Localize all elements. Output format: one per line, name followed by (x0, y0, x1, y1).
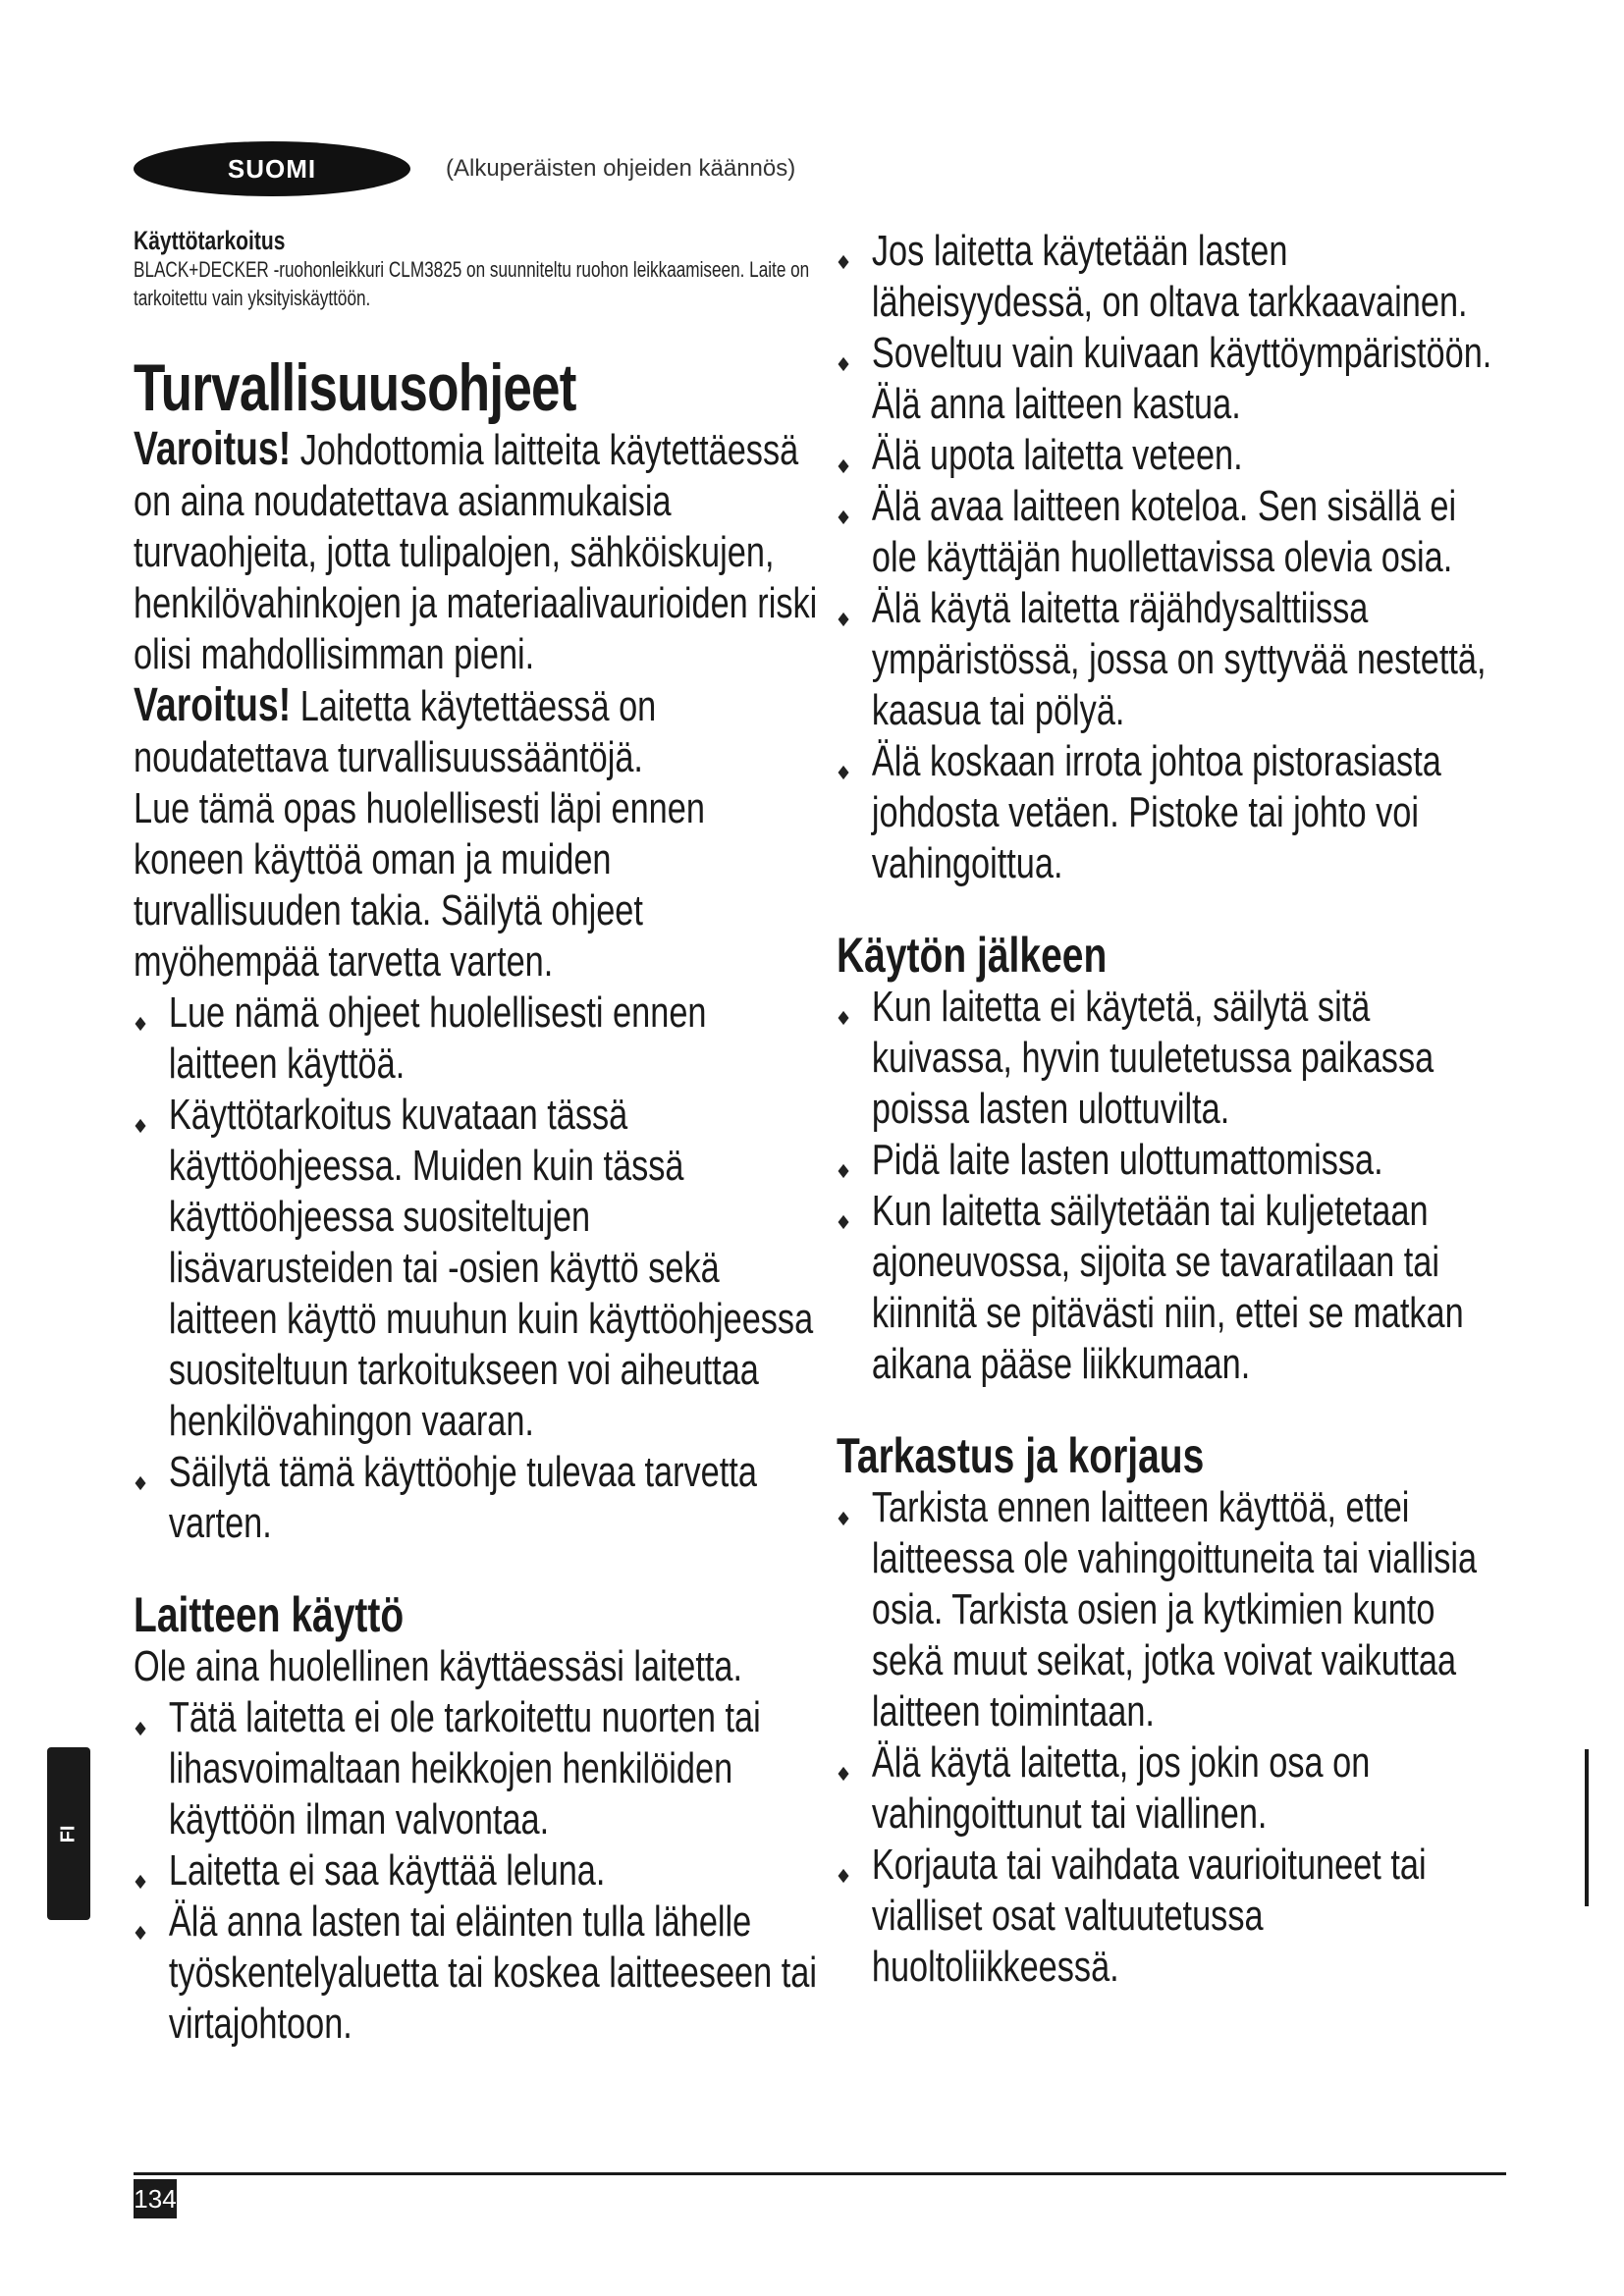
language-side-tab (47, 1747, 90, 1920)
bullet-icon (839, 357, 849, 371)
list-item: Säilytä tämä käyttöohje tulevaa tarvetta varten. (134, 1447, 821, 1549)
bullet-icon (135, 1926, 146, 1940)
list-item: Soveltuu vain kuivaan käyttöympäristöön. Älä anna laitteen kastua. (837, 328, 1504, 430)
right-column (837, 226, 1504, 1993)
list-item: Käyttötarkoitus kuvataan tässä käyttöohjeessa. Muiden kuin tässä käyttöohjeessa suositeltujen lisävarusteiden tai -osien käyttö sekä laitteen käyttö muuhun kuin käyttöohjeessa suositeltuun tarkoitukseen voi aiheuttaa henkilövahingon vaaran. (134, 1090, 821, 1447)
list-item: Lue nämä ohjeet huolellisesti ennen laitteen käyttöä. (134, 988, 821, 1090)
bullet-icon (839, 510, 849, 524)
bullet-icon (135, 1875, 146, 1889)
page-header (134, 141, 795, 196)
footer-divider (134, 2172, 1506, 2175)
inspection-bullet-list (837, 1482, 1504, 1993)
list-item: Älä upota laitetta veteen. (837, 430, 1504, 481)
list-item: Älä koskaan irrota johtoa pistorasiasta johdosta vetäen. Pistoke tai johto voi vahingoittua. (837, 736, 1504, 889)
bullet-icon (839, 1215, 849, 1229)
after-use-title: Käytön jälkeen (837, 928, 1108, 983)
list-item: Tarkista ennen laitteen käyttöä, ettei laitteessa ole vahingoittuneita tai viallisia osia. Tarkista osien ja kytkimien kunto sekä muut seikat, jotka voivat vaikuttaa laitteen toimintaan. (837, 1482, 1504, 1737)
right-column-content (837, 226, 1504, 1993)
bullet-icon (839, 1011, 849, 1025)
right-margin-bar (1585, 1749, 1589, 1906)
list-item: Jos laitetta käytetään lasten läheisyydessä, on oltava tarkkaavainen. (837, 226, 1504, 328)
translation-note: (Alkuperäisten ohjeiden käännös) (446, 155, 796, 182)
list-item: Pidä laite lasten ulottumattomissa. (837, 1135, 1504, 1186)
list-item: Älä avaa laitteen koteloa. Sen sisällä ei ole käyttäjän huollettavissa olevia osia. (837, 481, 1504, 583)
intro-title: Käyttötarkoitus (134, 226, 286, 255)
usage-bullet-list (134, 1692, 821, 2050)
page-number: 134 (134, 2179, 177, 2218)
warning-label-1: Varoitus! (134, 423, 292, 475)
after-use-bullet-list (837, 982, 1504, 1390)
intro-text: BLACK+DECKER -ruohonleikkuri CLM3825 on suunniteltu ruohon leikkaamiseen. Laite on tarkoitettu vain yksityiskäyttöön. (134, 257, 810, 310)
side-tab-label: FI (57, 1825, 80, 1842)
bullet-icon (839, 1164, 849, 1178)
list-item: Älä anna lasten tai eläinten tulla lähelle työskentelyaluetta tai koskea laitteeseen tai virtajohtoon. (134, 1896, 821, 2050)
list-item: Kun laitetta ei käytetä, säilytä sitä kuivassa, hyvin tuuletetussa paikassa poissa lasten ulottuvilta. (837, 982, 1504, 1135)
left-column-content (134, 226, 821, 2050)
list-item: Kun laitetta säilytetään tai kuljetetaan ajoneuvossa, sijoita se tavaratilaan tai kiinnitä se pitävästi niin, ettei se matkan aikana pääse liikkumaan. (837, 1186, 1504, 1390)
bullet-icon (839, 1767, 849, 1781)
list-item: Laitetta ei saa käyttää leluna. (134, 1845, 821, 1896)
warning-paragraph-2 (134, 680, 821, 783)
bullet-icon (839, 766, 849, 779)
warning-label-2: Varoitus! (134, 679, 292, 731)
bullet-icon (839, 613, 849, 626)
bullet-icon (135, 1476, 146, 1490)
usage-title: Laitteen käyttö (134, 1587, 405, 1642)
bullet-icon (839, 1512, 849, 1525)
read-manual-text: Lue tämä opas huolellisesti läpi ennen koneen käyttöä oman ja muiden turvallisuuden takia. Säilytä ohjeet myöhempää tarvetta varten. (134, 784, 705, 986)
usage-intro: Ole aina huolellinen käyttäessäsi laitetta. (134, 1642, 743, 1690)
bullet-icon (135, 1722, 146, 1735)
safety-title: Turvallisuusohjeet (134, 350, 576, 425)
bullet-icon (135, 1119, 146, 1133)
bullet-icon (839, 1869, 849, 1883)
usage-cont-bullet-list (837, 226, 1504, 889)
left-column (134, 226, 821, 2050)
list-item: Tätä laitetta ei ole tarkoitettu nuorten tai lihasvoimaltaan heikkojen henkilöiden käyttöön ilman valvontaa. (134, 1692, 821, 1845)
list-item: Älä käytä laitetta, jos jokin osa on vahingoittunut tai viallinen. (837, 1737, 1504, 1840)
bullet-icon (839, 459, 849, 473)
warning-text-1: Johdottomia laitteita käytettäessä on aina noudatettava asianmukaisia turvaohjeita, jotta tulipalojen, sähköiskujen, henkilövahinkojen ja materiaalivaurioiden riski olisi mahdollisimman pieni. (134, 426, 818, 678)
list-item: Korjauta tai vaihdata vaurioituneet tai vialliset osat valtuutetussa huoltoliikkeessä. (837, 1840, 1504, 1993)
safety-bullet-list (134, 988, 821, 1549)
bullet-icon (839, 255, 849, 269)
warning-text-2: Laitetta käytettäessä on noudatettava turvallisuussääntöjä. (134, 682, 657, 781)
bullet-icon (135, 1017, 146, 1031)
inspection-title: Tarkastus ja korjaus (837, 1428, 1205, 1483)
language-badge: SUOMI (134, 141, 410, 196)
list-item: Älä käytä laitetta räjähdysalttiissa ympäristössä, jossa on syttyvää nestettä, kaasua tai pölyä. (837, 583, 1504, 736)
warning-paragraph-1 (134, 424, 821, 680)
